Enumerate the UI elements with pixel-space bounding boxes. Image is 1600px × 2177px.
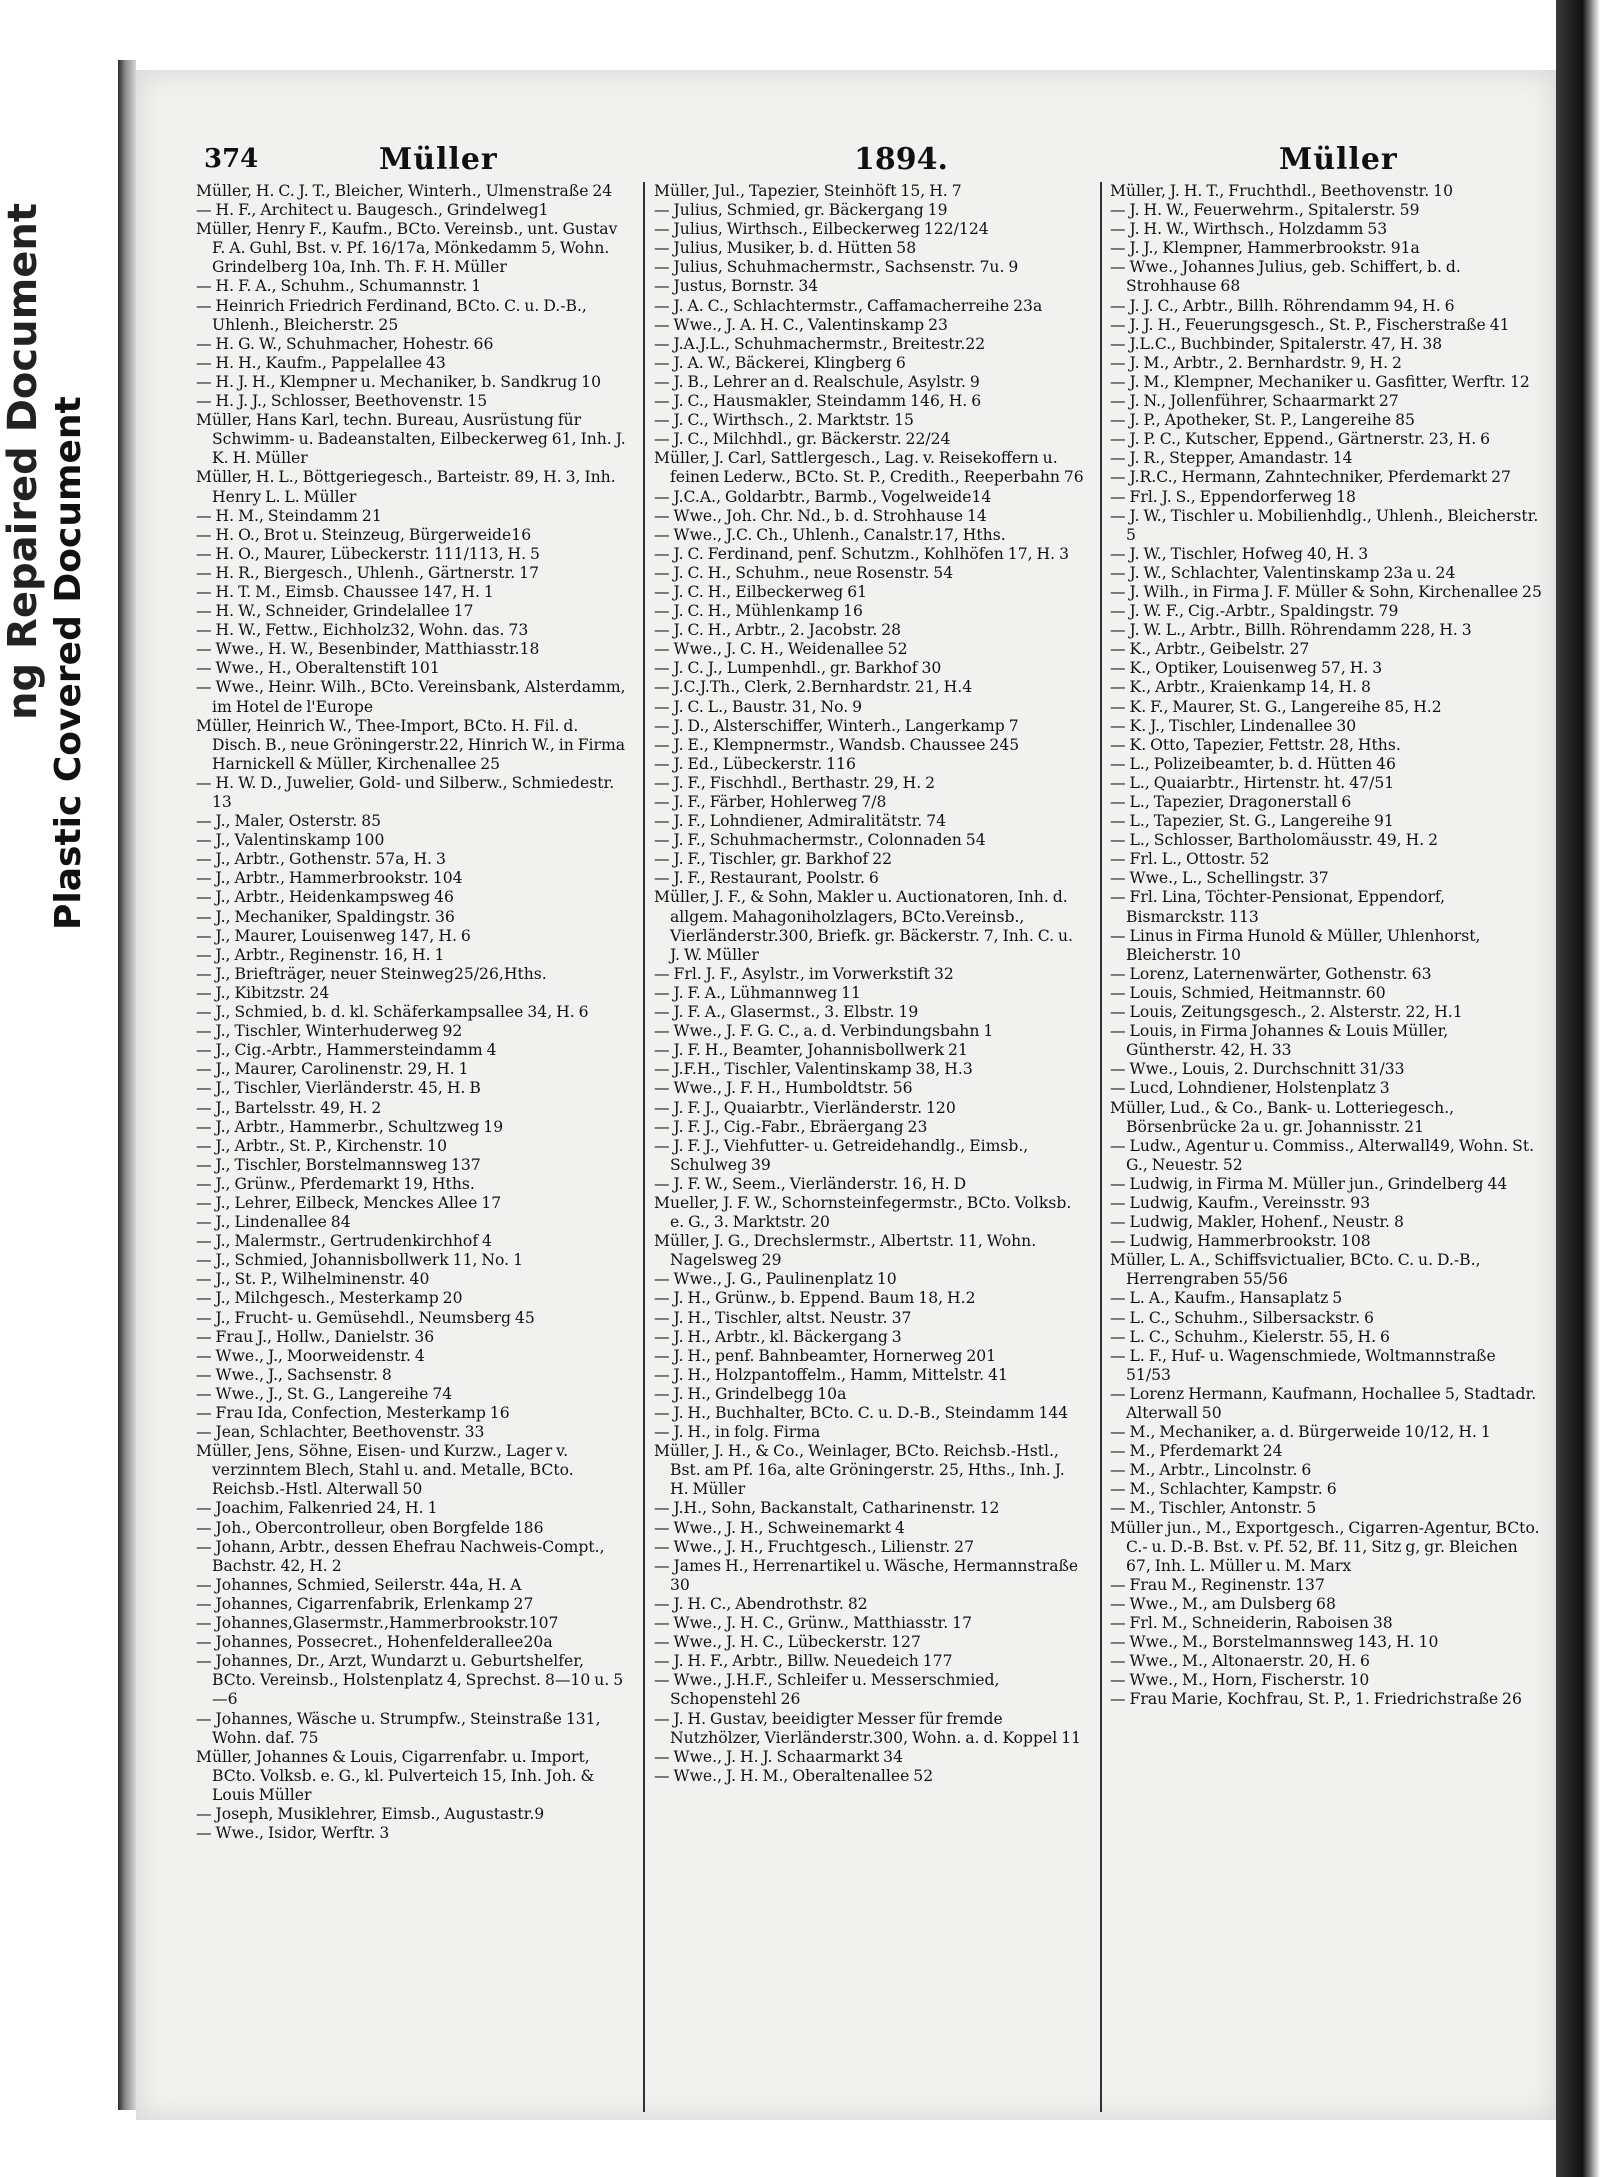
directory-entry: — J., Briefträger, neuer Steinweg25/26,Hths. — [196, 964, 547, 983]
directory-entry: — Wwe., L., Schellingstr. 37 — [1110, 869, 1329, 888]
directory-entry: — L. C., Schuhm., Kielerstr. 55, H. 6 — [1110, 1327, 1390, 1346]
directory-entry: Müller, J. Carl, Sattlergesch., Lag. v. Reisekoffern u. feinen Lederw., BCto. St. P., Credith., Reeperbahn 76 — [654, 449, 1084, 487]
directory-entry: — J. A. W., Bäckerei, Klingberg 6 — [654, 353, 906, 372]
directory-entry: — H. T. M., Eimsb. Chaussee 147, H. 1 — [196, 582, 494, 601]
directory-entry: Müller, J. G., Drechslermstr., Albertstr. 11, Wohn. Nagelsweg 29 — [654, 1232, 1037, 1270]
book-spine — [118, 60, 136, 2110]
directory-entry: Müller, Jul., Tapezier, Steinhöft 15, H. 7 — [654, 182, 962, 200]
directory-entry: — H. O., Maurer, Lübeckerstr. 111/113, H. 5 — [196, 544, 540, 563]
directory-entry: — J., Milchgesch., Mesterkamp 20 — [196, 1289, 463, 1308]
directory-entry: — J.R.C., Hermann, Zahntechniker, Pferdemarkt 27 — [1110, 468, 1511, 487]
directory-entry: — J. H. W., Wirthsch., Holzdamm 53 — [1110, 220, 1388, 239]
column-divider — [1100, 182, 1102, 2112]
directory-entry: — J., Mechaniker, Spaldingstr. 36 — [196, 907, 455, 926]
directory-entry: — Frl. M., Schneiderin, Raboisen 38 — [1110, 1614, 1393, 1633]
header-year: 1894. — [854, 142, 948, 177]
directory-entry: — Wwe., J. H., Schweinemarkt 4 — [654, 1518, 905, 1537]
directory-entry: — Wwe., J. H. C., Grünw., Matthiasstr. 17 — [654, 1614, 972, 1633]
directory-entry: — J., Bartelsstr. 49, H. 2 — [196, 1098, 382, 1117]
directory-entry: — Wwe., H., Oberaltenstift 101 — [196, 659, 440, 678]
directory-entry: — Wwe., J. H., Fruchtgesch., Lilienstr. 27 — [654, 1537, 975, 1556]
directory-entry: — H. W., Fettw., Eichholz32, Wohn. das. 73 — [196, 621, 529, 640]
directory-entry: — Julius, Schmied, gr. Bäckergang 19 — [654, 201, 948, 220]
directory-entry: — J.H., Sohn, Backanstalt, Catharinenstr. 12 — [654, 1499, 1000, 1518]
directory-entry: — J. H., Holzpantoffelm., Hamm, Mittelstr. 41 — [654, 1365, 1008, 1384]
directory-entry: — Ludw., Agentur u. Commiss., Alterwall49, Wohn. St. G., Neuestr. 52 — [1110, 1136, 1535, 1174]
side-label-plastic-covered: Plastic Covered Document — [48, 396, 89, 930]
directory-entry: — J., Malermstr., Gertrudenkirchhof 4 — [196, 1232, 492, 1251]
directory-entry: — H. W., Schneider, Grindelallee 17 — [196, 602, 474, 621]
directory-entry: — Wwe., M., Borstelmannsweg 143, H. 10 — [1110, 1633, 1439, 1652]
side-label-repaired: ng Repaired Document — [0, 203, 46, 720]
scan-side-strip — [0, 0, 118, 2177]
directory-entry: Müller, J. H. T., Fruchthdl., Beethovenstr. 10 — [1110, 182, 1454, 200]
directory-entry: — K., Arbtr., Kraienkamp 14, H. 8 — [1110, 678, 1371, 697]
directory-entry: — J. W. F., Cig.-Arbtr., Spaldingstr. 79 — [1110, 602, 1399, 621]
directory-entry: — H. M., Steindamm 21 — [196, 506, 382, 525]
directory-entry: — Julius, Musiker, b. d. Hütten 58 — [654, 239, 917, 258]
directory-entry: — L., Tapezier, St. G., Langereihe 91 — [1110, 812, 1394, 831]
directory-entry: — Johann, Arbtr., dessen Ehefrau Nachweis-Compt., Bachstr. 42, H. 2 — [196, 1537, 605, 1575]
directory-entry: — Joh., Obercontrolleur, oben Borgfelde 186 — [196, 1518, 544, 1537]
directory-entry: — J. H. C., Abendrothstr. 82 — [654, 1594, 868, 1613]
directory-entry: — J. R., Stepper, Amandastr. 14 — [1110, 449, 1353, 468]
directory-entry: — J.C.J.Th., Clerk, 2.Bernhardstr. 21, H.4 — [654, 678, 973, 697]
directory-entry: Müller, H. C. J. T., Bleicher, Winterh., Ulmenstraße 24 — [196, 182, 613, 200]
directory-entry: — Frau M., Reginenstr. 137 — [1110, 1575, 1325, 1594]
directory-entry: — J. P. C., Kutscher, Eppend., Gärtnerstr. 23, H. 6 — [1110, 430, 1491, 449]
directory-entry: — Wwe., J. F. H., Humboldtstr. 56 — [654, 1079, 913, 1098]
directory-entry: — J. J. H., Feuerungsgesch., St. P., Fischerstraße 41 — [1110, 315, 1510, 334]
directory-entry: — Wwe., Louis, 2. Durchschnitt 31/33 — [1110, 1060, 1405, 1079]
directory-entry: — Lorenz, Laternenwärter, Gothenstr. 63 — [1110, 964, 1432, 983]
directory-entry: — Wwe., J. H. M., Oberaltenallee 52 — [654, 1766, 934, 1785]
directory-entry: — Ludwig, Kaufm., Vereinsstr. 93 — [1110, 1193, 1371, 1212]
directory-entry: — J. C. H., Mühlenkamp 16 — [654, 602, 863, 621]
directory-entry: — K. J., Tischler, Lindenallee 30 — [1110, 716, 1357, 735]
directory-entry: — Wwe., Isidor, Werftr. 3 — [196, 1824, 390, 1843]
directory-entry: — J., Arbtr., Reginenstr. 16, H. 1 — [196, 945, 445, 964]
directory-entry: — J. J., Klempner, Hammerbrookstr. 91a — [1110, 239, 1420, 258]
directory-entry: — J., Valentinskamp 100 — [196, 831, 385, 850]
directory-entry: — M., Mechaniker, a. d. Bürgerweide 10/12, H. 1 — [1110, 1423, 1491, 1442]
directory-entry: — J. H., Tischler, altst. Neustr. 37 — [654, 1308, 912, 1327]
directory-entry: — Johannes, Dr., Arzt, Wundarzt u. Geburtshelfer, BCto. Vereinsb., Holstenplatz 4, Sprechst. 8—10 u. 5—6 — [196, 1652, 624, 1709]
directory-entry: — Frl. J. F., Asylstr., im Vorwerkstift 32 — [654, 964, 954, 983]
directory-entry: — L. A., Kaufm., Hansaplatz 5 — [1110, 1289, 1343, 1308]
directory-entry: — Wwe., J. C. H., Weidenallee 52 — [654, 640, 908, 659]
directory-entry: — Wwe., M., Horn, Fischerstr. 10 — [1110, 1671, 1370, 1690]
directory-entry: — J. F. H., Beamter, Johannisbollwerk 21 — [654, 1041, 968, 1060]
directory-entry: — Frau J., Hollw., Danielstr. 36 — [196, 1327, 435, 1346]
directory-entry: — J., Maurer, Louisenweg 147, H. 6 — [196, 926, 471, 945]
directory-entry: — J. C. H., Arbtr., 2. Jacobstr. 28 — [654, 621, 902, 640]
directory-entry: — L. C., Schuhm., Silbersackstr. 6 — [1110, 1308, 1374, 1327]
directory-entry: — K. F., Maurer, St. G., Langereihe 85, H.2 — [1110, 697, 1442, 716]
directory-entry: — Julius, Wirthsch., Eilbeckerweg 122/124 — [654, 220, 989, 239]
directory-entry: — J. W., Schlachter, Valentinskamp 23a u. 24 — [1110, 563, 1456, 582]
directory-entry: — Johannes, Wäsche u. Strumpfw., Steinstraße 131, Wohn. daf. 75 — [196, 1709, 601, 1747]
directory-entry: — Johannes,Glasermstr.,Hammerbrookstr.107 — [196, 1614, 559, 1633]
directory-entry: — J. D., Alsterschiffer, Winterh., Langerkamp 7 — [654, 716, 1019, 735]
directory-entry: — Wwe., J., Sachsenstr. 8 — [196, 1365, 392, 1384]
directory-entry: — J.C.A., Goldarbtr., Barmb., Vogelweide14 — [654, 487, 992, 506]
directory-entry: — J. F. J., Viehfutter- u. Getreidehandlg., Eimsb., Schulweg 39 — [654, 1136, 1029, 1174]
directory-entry: — J. C., Milchhdl., gr. Bäckerstr. 22/24 — [654, 430, 951, 449]
directory-entry: — J. F., Lohndiener, Admiralitätstr. 74 — [654, 812, 947, 831]
directory-entry: — Louis, in Firma Johannes & Louis Müller, Güntherstr. 42, H. 33 — [1110, 1022, 1449, 1060]
directory-entry: — J., Grünw., Pferdemarkt 19, Hths. — [196, 1174, 475, 1193]
directory-entry: — Wwe., Johannes Julius, geb. Schiffert, b. d. Strohhause 68 — [1110, 258, 1461, 296]
directory-entry: Müller, Heinrich W., Thee-Import, BCto. H. Fil. d. Disch. B., neue Gröningerstr.22, Hinrich W., in Firma Harnickell & Müller, Kirchenallee 25 — [196, 716, 626, 773]
directory-entry: — J. F., Tischler, gr. Barkhof 22 — [654, 850, 893, 869]
directory-entry: — J. C. J., Lumpenhdl., gr. Barkhof 30 — [654, 659, 942, 678]
directory-entry: — M., Schlachter, Kampstr. 6 — [1110, 1480, 1337, 1499]
page-edge — [1556, 0, 1600, 2177]
column-1 — [196, 182, 628, 2112]
directory-entry: — M., Pferdemarkt 24 — [1110, 1442, 1283, 1461]
directory-entry: — J. Wilh., in Firma J. F. Müller & Sohn, Kirchenallee 25 — [1110, 582, 1542, 601]
directory-entry: — J. C. L., Baustr. 31, No. 9 — [654, 697, 863, 716]
directory-entry: — Jean, Schlachter, Beethovenstr. 33 — [196, 1423, 485, 1442]
directory-entry: — Frau Ida, Confection, Mesterkamp 16 — [196, 1404, 510, 1422]
directory-entry: — J., Cig.-Arbtr., Hammersteindamm 4 — [196, 1041, 497, 1060]
header-name-right: Müller — [1279, 142, 1398, 177]
directory-entry: Müller, J. F., & Sohn, Makler u. Auctionatoren, Inh. d. allgem. Mahagoniholzlagers, BCto.Vereinsb., Vierländerstr.300, Briefk. gr. Bäckerstr. 7, Inh. C. u. J. W. Müller — [654, 888, 1074, 964]
directory-entry: — Wwe., J., Moorweidenstr. 4 — [196, 1346, 425, 1365]
directory-entry: — Linus in Firma Hunold & Müller, Uhlenhorst, Bleicherstr. 10 — [1110, 926, 1481, 964]
directory-entry: — H. F., Architect u. Baugesch., Grindelweg1 — [196, 201, 549, 220]
directory-entry: — J., Frucht- u. Gemüsehdl., Neumsberg 45 — [196, 1308, 535, 1327]
directory-entry: — Johannes, Schmied, Seilerstr. 44a, H. A — [196, 1575, 522, 1594]
directory-entry: — H. H., Kaufm., Pappelallee 43 — [196, 353, 446, 372]
directory-entry: — J., Tischler, Vierländerstr. 45, H. B — [196, 1079, 481, 1098]
directory-entry: — J. C. H., Eilbeckerweg 61 — [654, 582, 868, 601]
directory-entry: — J., Arbtr., Heidenkampsweg 46 — [196, 888, 454, 907]
directory-entry: — Louis, Zeitungsgesch., 2. Alsterstr. 22, H.1 — [1110, 1003, 1463, 1022]
directory-entry: — J. W., Tischler u. Mobilienhdlg., Uhlenh., Bleicherstr. 5 — [1110, 506, 1539, 544]
directory-entry: — J. H., Buchhalter, BCto. C. u. D.-B., Steindamm 144 — [654, 1404, 1069, 1422]
directory-entry: Müller, Johannes & Louis, Cigarrenfabr. u. Import, BCto. Volksb. e. G., kl. Pulverteich 15, Inh. Joh. & Louis Müller — [196, 1747, 595, 1804]
directory-entry: — J. B., Lehrer an d. Realschule, Asylstr. 9 — [654, 372, 980, 391]
directory-entry: — J., St. P., Wilhelminenstr. 40 — [196, 1270, 430, 1289]
directory-entry: Müller, Hans Karl, techn. Bureau, Ausrüstung für Schwimm- u. Badeanstalten, Eilbeckerweg 61, Inh. J. K. H. Müller — [196, 411, 626, 468]
directory-page — [136, 70, 1556, 2120]
directory-entry: Mueller, J. F. W., Schornsteinfegermstr., BCto. Volksb. e. G., 3. Marktstr. 20 — [654, 1193, 1072, 1232]
directory-entry: Müller, H. L., Böttgeriegesch., Barteistr. 89, H. 3, Inh. Henry L. L. Müller — [196, 468, 616, 506]
directory-entry: — J. C., Hausmakler, Steindamm 146, H. 6 — [654, 392, 982, 411]
directory-entry: — Louis, Schmied, Heitmannstr. 60 — [1110, 983, 1386, 1002]
column-3 — [1110, 182, 1542, 2112]
header-name-left: Müller — [379, 142, 498, 177]
directory-entry: Müller, Jens, Söhne, Eisen- und Kurzw., Lager v. verzinntem Blech, Stahl u. and. Metalle, BCto. Reichsb.-Hstl. Alterwall 50 — [196, 1442, 574, 1499]
page-header — [204, 142, 1544, 186]
directory-entry: — J. H. Gustav, beeidigter Messer für fremde Nutzhölzer, Vierländerstr.300, Wohn. a. d. Koppel 11 — [654, 1709, 1082, 1747]
directory-entry: — Frl. L., Ottostr. 52 — [1110, 850, 1270, 869]
directory-entry: — J. E., Klempnermstr., Wandsb. Chaussee 245 — [654, 735, 1020, 754]
directory-entry: — James H., Herrenartikel u. Wäsche, Hermannstraße 30 — [654, 1556, 1079, 1594]
directory-entry: — J. H., Grünw., b. Eppend. Baum 18, H.2 — [654, 1289, 976, 1308]
directory-entry: — Wwe., J. F. G. C., a. d. Verbindungsbahn 1 — [654, 1022, 994, 1041]
directory-entry: — Wwe., J. G., Paulinenplatz 10 — [654, 1270, 897, 1289]
directory-entry: Müller, Henry F., Kaufm., BCto. Vereinsb., unt. Gustav F. A. Guhl, Bst. v. Pf. 16/17a, Mönkedamm 5, Wohn. Grindelberg 10a, Inh. Th. F. H. Müller — [196, 220, 618, 277]
directory-entry: — J. H. W., Feuerwehrm., Spitalerstr. 59 — [1110, 201, 1420, 220]
directory-entry: Müller, J. H., & Co., Weinlager, BCto. Reichsb.-Hstl., Bst. am Pf. 16a, alte Gröningerstr. 25, Hths., Inh. J. H. Müller — [654, 1442, 1065, 1499]
directory-entry: — H. G. W., Schuhmacher, Hohestr. 66 — [196, 334, 494, 353]
directory-entry: — L., Tapezier, Dragonerstall 6 — [1110, 793, 1352, 811]
directory-entry: — J. F. A., Glasermst., 3. Elbstr. 19 — [654, 1003, 919, 1022]
directory-entry: — Wwe., J. A. H. C., Valentinskamp 23 — [654, 315, 948, 334]
directory-entry: — L., Polizeibeamter, b. d. Hütten 46 — [1110, 754, 1396, 773]
directory-entry: — Johannes, Cigarrenfabrik, Erlenkamp 27 — [196, 1594, 534, 1613]
directory-entry: — J. H. F., Arbtr., Billw. Neuedeich 177 — [654, 1652, 953, 1671]
directory-entry: — H. J. H., Klempner u. Mechaniker, b. Sandkrug 10 — [196, 372, 602, 391]
directory-entry: — J., Tischler, Borstelmannsweg 137 — [196, 1155, 481, 1174]
directory-entry: — Wwe., M., am Dulsberg 68 — [1110, 1594, 1336, 1613]
directory-entry: — Lorenz Hermann, Kaufmann, Hochallee 5, Stadtadr. Alterwall 50 — [1110, 1384, 1537, 1422]
directory-entry: — J. F. A., Lühmannweg 11 — [654, 983, 861, 1002]
directory-entry: — L., Quaiarbtr., Hirtenstr. ht. 47/51 — [1110, 773, 1395, 792]
directory-entry: — L. F., Huf- u. Wagenschmiede, Woltmannstraße 51/53 — [1110, 1346, 1496, 1384]
directory-entry: — Wwe., J. H. C., Lübeckerstr. 127 — [654, 1633, 921, 1652]
directory-entry: — J., Arbtr., Hammerbr., Schultzweg 19 — [196, 1117, 504, 1136]
directory-entry: — J. C. Ferdinand, penf. Schutzm., Kohlhöfen 17, H. 3 — [654, 544, 1069, 563]
directory-entry: — J. F., Schuhmachermstr., Colonnaden 54 — [654, 831, 986, 850]
directory-entry: — J.F.H., Tischler, Valentinskamp 38, H.3 — [654, 1060, 973, 1079]
directory-entry: — J. A. C., Schlachtermstr., Caffamacherreihe 23a — [654, 296, 1043, 315]
column-2 — [654, 182, 1086, 2112]
directory-entry: — J. N., Jollenführer, Schaarmarkt 27 — [1110, 392, 1399, 411]
directory-entry: — Frau Marie, Kochfrau, St. P., 1. Friedrichstraße 26 — [1110, 1690, 1522, 1709]
directory-entry: — Wwe., J.H.F., Schleifer u. Messerschmied, Schopenstehl 26 — [654, 1671, 1000, 1709]
directory-entry: — J., Maler, Osterstr. 85 — [196, 812, 382, 831]
directory-entry: — H. W. D., Juwelier, Gold- und Silberw., Schmiedestr. 13 — [196, 773, 615, 811]
directory-entry: — J. F. J., Cig.-Fabr., Ebräergang 23 — [654, 1117, 928, 1136]
directory-entry: — Wwe., Joh. Chr. Nd., b. d. Strohhause 14 — [654, 506, 987, 525]
directory-entry: — Justus, Bornstr. 34 — [654, 277, 819, 296]
directory-entry: — J. C. H., Schuhm., neue Rosenstr. 54 — [654, 563, 954, 582]
directory-entry: — J. Ed., Lübeckerstr. 116 — [654, 754, 856, 773]
directory-entry: — Frl. J. S., Eppendorferweg 18 — [1110, 487, 1356, 506]
directory-entry: Müller jun., M., Exportgesch., Cigarren-Agentur, BCto. C.- u. D.-B. Bst. v. Pf. 52, Bf. 11, Sitz g, gr. Bleichen 67, Inh. L. Müller u. M. Marx — [1110, 1518, 1540, 1575]
directory-entry: — J., Arbtr., Hammerbrookstr. 104 — [196, 869, 463, 888]
directory-entry: — J. M., Arbtr., 2. Bernhardstr. 9, H. 2 — [1110, 353, 1402, 372]
directory-entry: — Heinrich Friedrich Ferdinand, BCto. C. u. D.-B., Uhlenh., Bleicherstr. 25 — [196, 296, 587, 334]
directory-entry: — J., Arbtr., Gothenstr. 57a, H. 3 — [196, 850, 446, 869]
directory-entry: — J. M., Klempner, Mechaniker u. Gasfitter, Werftr. 12 — [1110, 372, 1530, 391]
directory-entry: — Julius, Schuhmachermstr., Sachsenstr. 7u. 9 — [654, 258, 1019, 277]
directory-entry: — Wwe., M., Altonaerstr. 20, H. 6 — [1110, 1652, 1370, 1671]
directory-entry: — H. O., Brot u. Steinzeug, Bürgerweide16 — [196, 525, 532, 544]
directory-entry: — Lucd, Lohndiener, Holstenplatz 3 — [1110, 1079, 1390, 1098]
directory-entry: — J. F., Restaurant, Poolstr. 6 — [654, 869, 879, 888]
directory-entry: — Joachim, Falkenried 24, H. 1 — [196, 1499, 438, 1518]
directory-entry: — Wwe., H. W., Besenbinder, Matthiasstr.18 — [196, 640, 540, 659]
directory-entry: — J. H., in folg. Firma — [654, 1423, 821, 1442]
directory-entry: — J. F. J., Quaiarbtr., Vierländerstr. 120 — [654, 1098, 956, 1117]
directory-entry: — Joseph, Musiklehrer, Eimsb., Augustastr.9 — [196, 1804, 545, 1823]
directory-entry: — J., Arbtr., St. P., Kirchenstr. 10 — [196, 1136, 448, 1155]
directory-entry: — M., Arbtr., Lincolnstr. 6 — [1110, 1461, 1312, 1480]
directory-entry: — J.L.C., Buchbinder, Spitalerstr. 47, H. 38 — [1110, 334, 1443, 353]
directory-entry: — H. F. A., Schuhm., Schumannstr. 1 — [196, 277, 482, 296]
directory-entry: — H. J. J., Schlosser, Beethovenstr. 15 — [196, 392, 488, 411]
directory-entry: Müller, Lud., & Co., Bank- u. Lotteriegesch., Börsenbrücke 2a u. gr. Johannisstr. 21 — [1110, 1098, 1455, 1136]
directory-entry: — Frl. Lina, Töchter-Pensionat, Eppendorf, Bismarckstr. 113 — [1110, 888, 1446, 926]
directory-entry: — J., Lehrer, Eilbeck, Menckes Allee 17 — [196, 1193, 502, 1212]
directory-entry: — Ludwig, Makler, Hohenf., Neustr. 8 — [1110, 1213, 1404, 1232]
directory-entry: — M., Tischler, Antonstr. 5 — [1110, 1499, 1317, 1518]
directory-entry: — Johannes, Possecret., Hohenfelderallee20a — [196, 1633, 553, 1652]
directory-entry: — H. R., Biergesch., Uhlenh., Gärtnerstr. 17 — [196, 563, 539, 582]
directory-entry: — J. F., Färber, Hohlerweg 7/8 — [654, 793, 887, 811]
directory-entry: — K., Optiker, Louisenweg 57, H. 3 — [1110, 659, 1383, 678]
directory-entry: — Wwe., J., St. G., Langereihe 74 — [196, 1384, 453, 1403]
directory-entry: — J., Schmied, b. d. kl. Schäferkampsallee 34, H. 6 — [196, 1003, 589, 1022]
directory-entry: — J., Maurer, Carolinenstr. 29, H. 1 — [196, 1060, 469, 1079]
directory-entry: — Wwe., J. H. J. Schaarmarkt 34 — [654, 1747, 904, 1766]
directory-entry: — J. F., Fischhdl., Berthastr. 29, H. 2 — [654, 773, 936, 792]
directory-entry: — J., Kibitzstr. 24 — [196, 983, 330, 1002]
directory-entry: — J. H., Grindelbegg 10a — [654, 1384, 847, 1403]
directory-entry: Müller, L. A., Schiffsvictualier, BCto. C. u. D.-B., Herrengraben 55/56 — [1110, 1251, 1481, 1289]
directory-entry: — K., Arbtr., Geibelstr. 27 — [1110, 640, 1310, 659]
directory-entry: — K. Otto, Tapezier, Fettstr. 28, Hths. — [1110, 735, 1401, 754]
directory-entry: — J. P., Apotheker, St. P., Langereihe 85 — [1110, 411, 1415, 430]
directory-entry: — Ludwig, in Firma M. Müller jun., Grindelberg 44 — [1110, 1174, 1508, 1193]
directory-entry: — J. H., Arbtr., kl. Bäckergang 3 — [654, 1327, 902, 1346]
directory-columns — [196, 182, 1551, 2112]
directory-entry: — J., Schmied, Johannisbollwerk 11, No. 1 — [196, 1251, 524, 1270]
directory-entry: — J. H., penf. Bahnbeamter, Hornerweg 201 — [654, 1346, 997, 1365]
page-number: 374 — [204, 144, 259, 174]
column-divider — [643, 182, 645, 2112]
directory-entry: — Wwe., J.C. Ch., Uhlenh., Canalstr.17, Hths. — [654, 525, 1006, 544]
directory-entry: — J. F. W., Seem., Vierländerstr. 16, H. D — [654, 1174, 967, 1193]
directory-entry: — J. W., Tischler, Hofweg 40, H. 3 — [1110, 544, 1369, 563]
directory-entry: — J. W. L., Arbtr., Billh. Röhrendamm 228, H. 3 — [1110, 621, 1472, 640]
directory-entry: — L., Schlosser, Bartholomäusstr. 49, H. 2 — [1110, 831, 1439, 850]
directory-entry: — J., Lindenallee 84 — [196, 1213, 351, 1232]
directory-entry: — Ludwig, Hammerbrookstr. 108 — [1110, 1232, 1371, 1251]
directory-entry: — J. C., Wirthsch., 2. Marktstr. 15 — [654, 411, 914, 430]
directory-entry: — J. J. C., Arbtr., Billh. Röhrendamm 94, H. 6 — [1110, 296, 1455, 315]
directory-entry: — J.A.J.L., Schuhmachermstr., Breitestr.22 — [654, 334, 986, 353]
directory-entry: — Wwe., Heinr. Wilh., BCto. Vereinsbank, Alsterdamm, im Hotel de l'Europe — [196, 678, 626, 716]
directory-entry: — J., Tischler, Winterhuderweg 92 — [196, 1022, 463, 1041]
